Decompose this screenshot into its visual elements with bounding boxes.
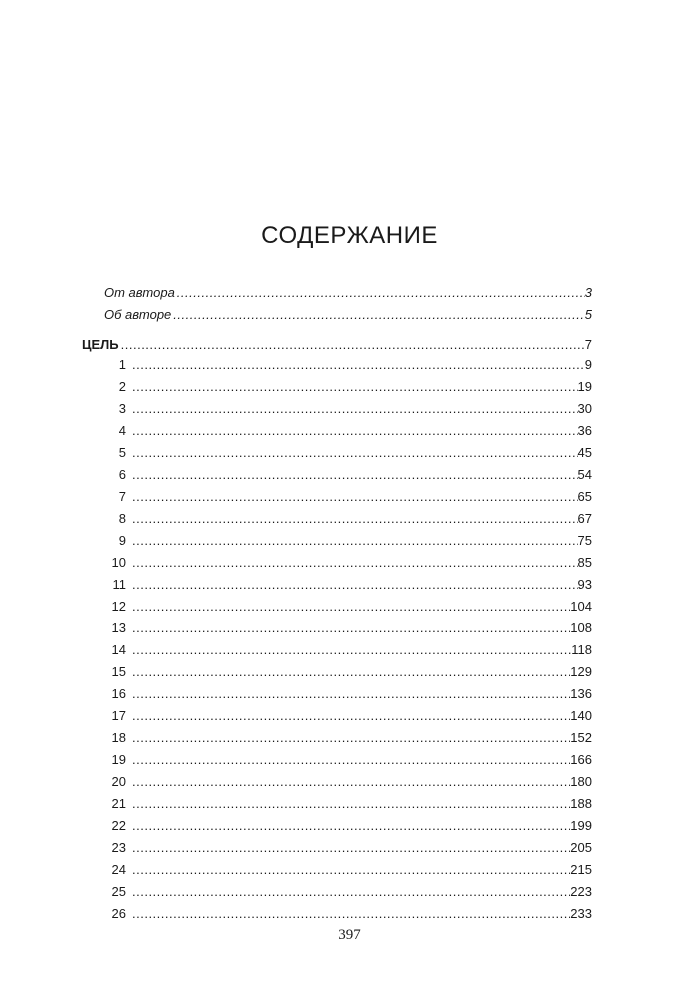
dot-leader [132, 555, 578, 571]
toc-entry-page: 54 [577, 466, 592, 482]
toc-entry-chapter[interactable] [104, 664, 592, 680]
toc-entry-label: 7 [118, 488, 126, 504]
toc-entry-label: 10 [111, 554, 126, 570]
toc-entry-page: 5 [584, 307, 592, 322]
dot-leader [132, 599, 570, 615]
toc-entry-chapter[interactable] [104, 840, 592, 856]
toc-entry-page: 166 [570, 752, 592, 768]
toc-entry-page: 85 [577, 554, 592, 570]
toc-part-label: ЦЕЛЬ [82, 337, 119, 352]
dot-leader [132, 906, 570, 922]
toc-entry-label: 15 [111, 664, 126, 680]
toc-entry-page: 104 [570, 598, 592, 614]
dot-leader [132, 533, 578, 549]
toc-entry-label: 6 [118, 466, 126, 482]
toc-entry-label: 5 [118, 444, 126, 460]
dot-leader [132, 774, 570, 790]
toc-entry-chapter[interactable] [104, 379, 592, 395]
toc-entry-chapter[interactable] [104, 906, 592, 922]
toc-entry-chapter[interactable] [104, 818, 592, 834]
dot-leader [132, 423, 578, 439]
toc-entry-page: 7 [584, 337, 592, 352]
toc-entry-chapter[interactable] [104, 752, 592, 768]
toc-entry-part[interactable] [82, 337, 592, 353]
toc-entry-label: 4 [118, 422, 126, 438]
toc-entry-page: 3 [584, 285, 592, 300]
toc-entry-chapter[interactable] [104, 357, 592, 373]
toc-entry-chapter[interactable] [104, 884, 592, 900]
page-number: 397 [338, 927, 361, 943]
dot-leader [132, 708, 570, 724]
toc-entry-page: 45 [577, 444, 592, 460]
toc-entry-page: 67 [577, 510, 592, 526]
toc-entry-page: 199 [570, 818, 592, 833]
toc-entry-chapter[interactable] [104, 730, 592, 746]
toc-entry-chapter[interactable] [104, 686, 592, 702]
toc-entry-front[interactable] [104, 307, 592, 323]
dot-leader [132, 642, 571, 658]
toc-entry-page: 233 [570, 905, 592, 921]
toc-entry-chapter[interactable] [104, 577, 592, 593]
toc-entry-label: 25 [111, 883, 126, 899]
toc-entry-label: 13 [111, 620, 126, 636]
dot-leader [132, 577, 578, 593]
toc-entry-page: 223 [570, 883, 592, 899]
toc-entry-page: 118 [571, 642, 592, 658]
toc-entry-label: 14 [111, 642, 126, 658]
toc-entry-chapter[interactable] [104, 642, 592, 658]
dot-leader [132, 818, 570, 834]
toc-entry-label: 9 [118, 532, 126, 548]
toc-entry-label: 26 [111, 905, 126, 921]
toc-entry-label: 12 [111, 598, 126, 614]
toc-entry-chapter[interactable] [104, 401, 592, 417]
toc-entry-page: 30 [577, 400, 592, 416]
toc-entry-chapter[interactable] [104, 862, 592, 878]
dot-leader [132, 511, 578, 527]
toc-entry-page: 205 [570, 839, 592, 855]
toc-entry-label: 11 [112, 576, 126, 592]
toc-entry-label: От автора [104, 285, 175, 300]
dot-leader [132, 752, 570, 768]
dot-leader [132, 401, 578, 417]
toc-entry-label: 22 [111, 818, 126, 833]
toc-entry-label: 17 [111, 708, 126, 724]
toc-entry-page: 152 [570, 730, 592, 746]
toc-entry-label: 19 [111, 752, 126, 768]
toc-entry-chapter[interactable] [104, 423, 592, 439]
toc-entry-chapter[interactable] [104, 467, 592, 483]
toc-entry-page: 108 [570, 620, 592, 636]
toc-entry-label: 23 [111, 839, 126, 855]
toc-entry-label: 24 [111, 861, 126, 877]
dot-leader [132, 840, 570, 856]
toc-entry-chapter[interactable] [104, 445, 592, 461]
dot-leader [132, 379, 578, 395]
toc-entry-page: 136 [570, 686, 592, 702]
toc-entry-page: 36 [577, 422, 592, 438]
dot-leader [177, 285, 585, 301]
dot-leader [132, 686, 570, 702]
toc-entry-chapter[interactable] [104, 489, 592, 505]
dot-leader [132, 489, 578, 505]
dot-leader [132, 467, 578, 483]
toc-entry-chapter[interactable] [104, 620, 592, 636]
dot-leader [132, 445, 578, 461]
toc-entry-chapter[interactable] [104, 599, 592, 615]
toc-entry-label: 3 [118, 400, 126, 416]
toc-entry-page: 215 [570, 861, 592, 877]
toc-entry-page: 180 [570, 774, 592, 789]
toc-entry-label: 2 [118, 378, 126, 394]
toc-entry-label: 16 [111, 686, 126, 702]
toc-entry-page: 188 [570, 796, 592, 811]
dot-leader [132, 796, 570, 812]
toc-entry-chapter[interactable] [104, 511, 592, 527]
toc-entry-label: 1 [118, 357, 126, 372]
dot-leader [132, 862, 570, 878]
dot-leader [132, 620, 570, 636]
toc-entry-label: 20 [111, 774, 126, 789]
page-title: СОДЕРЖАНИЕ [261, 222, 438, 249]
toc-entry-label: 21 [111, 796, 126, 811]
toc-entry-chapter[interactable] [104, 533, 592, 549]
toc-entry-page: 140 [570, 708, 592, 724]
toc-entry-label: 18 [111, 730, 126, 746]
toc-entry-label: 8 [118, 510, 126, 526]
toc-entry-page: 65 [577, 488, 592, 504]
dot-leader [132, 357, 585, 373]
toc-entry-chapter[interactable] [104, 796, 592, 812]
dot-leader [132, 884, 570, 900]
toc-entry-page: 93 [577, 576, 592, 592]
toc-entry-chapter[interactable] [104, 708, 592, 724]
toc-entry-chapter[interactable] [104, 555, 592, 571]
toc-entry-page: 129 [570, 664, 592, 680]
toc-entry-front[interactable] [104, 285, 592, 301]
toc-entry-chapter[interactable] [104, 774, 592, 790]
toc-entry-page: 9 [584, 357, 592, 372]
toc-entry-page: 75 [577, 532, 592, 548]
toc-entry-page: 19 [577, 378, 592, 394]
dot-leader [132, 730, 570, 746]
dot-leader [173, 307, 584, 323]
dot-leader [121, 337, 585, 353]
toc-entry-label: Об авторе [104, 307, 172, 322]
dot-leader [132, 664, 570, 680]
